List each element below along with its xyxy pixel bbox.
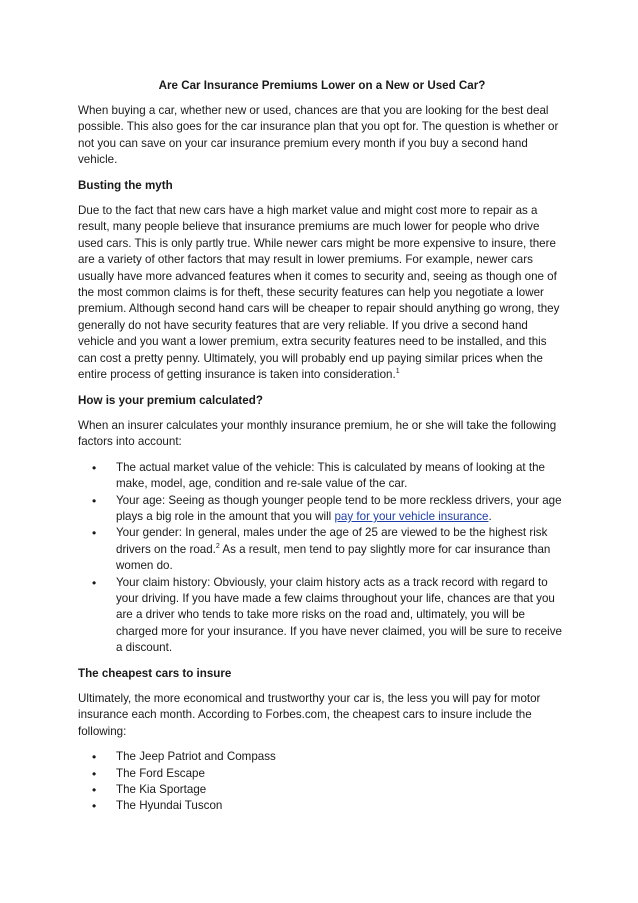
cheapest-cars-list bbox=[78, 749, 566, 815]
pay-for-vehicle-insurance-link[interactable]: pay for your vehicle insurance bbox=[334, 509, 489, 523]
cheapest-cars-intro-paragraph: Ultimately, the more economical and trustworthy your car is, the less you will pay for motor insurance each month. According to Forbes.com, the cheapest cars to insure include the following: bbox=[78, 692, 541, 738]
gender-text-before-footnote: Your gender: In general, males under the age of 25 are viewed to be the highest risk drivers on the road. bbox=[116, 526, 548, 556]
document-page bbox=[78, 78, 566, 824]
list-item-ford: • The Ford Escape bbox=[78, 766, 566, 782]
myth-paragraph-text: Due to the fact that new cars have a high market value and might cost more to repair as a result, many people believe that insurance premiums are much lower for people who drive used cars. This is only partly true. While newer cars might be more expensive to insure, there are a variety of other factors that may result in lower premiums. For example, newer cars usually have more advanced features when it comes to security and, seeing as though one of the most common claims is for theft, these security features can help you negotiate a lower premium. Although second hand cars will be cheaper to repair should anything go wrong, they generally do not have security features that are very reliable. If you drive a second hand vehicle and you want a lower premium, extra security features need to be installed, and this can cost a pretty penny. Ultimately, you will probably end up paying similar prices when the entire process of getting insurance is taken into consideration. bbox=[78, 204, 560, 382]
myth-paragraph bbox=[78, 203, 566, 383]
section-heading-cheapest-cars: The cheapest cars to insure bbox=[78, 666, 232, 680]
list-item-gender bbox=[78, 525, 566, 574]
gender-text-after-footnote: As a result, men tend to pay slightly more for car insurance than women do. bbox=[116, 542, 551, 573]
footnote-marker-1[interactable]: 1 bbox=[395, 368, 400, 376]
section-heading-premium-calculated: How is your premium calculated? bbox=[78, 393, 263, 407]
list-item-hyundai: • The Hyundai Tuscon bbox=[78, 798, 566, 814]
premium-intro-paragraph: When an insurer calculates your monthly insurance premium, he or she will take the following factors into account: bbox=[78, 418, 557, 449]
list-item-age bbox=[78, 493, 566, 526]
list-item-kia: • The Kia Sportage bbox=[78, 782, 566, 798]
document-title: Are Car Insurance Premiums Lower on a New or Used Car? bbox=[158, 79, 486, 92]
age-text-before-link: Your age: Seeing as though younger people tend to be more reckless drivers, your age plays a big role in the amount that you will bbox=[116, 493, 562, 523]
list-item-claim-history: • Your claim history: Obviously, your claim history acts as a track record with regard to your driving. If you have made a few claims throughout your life, chances are that you are a driver who tends to take more risks on the road and, ultimately, you will be charged more for your insurance. If you have never claimed, you will be sure to receive a discount. bbox=[78, 575, 566, 657]
list-item-jeep: • The Jeep Patriot and Compass bbox=[78, 749, 566, 765]
footnote-marker-2[interactable]: 2 bbox=[215, 542, 220, 550]
section-heading-busting-the-myth: Busting the myth bbox=[78, 178, 173, 192]
intro-paragraph: When buying a car, whether new or used, chances are that you are looking for the best deal possible. This also goes for the car insurance plan that you opt for. The question is whether or not you can save on your car insurance premium every month if you buy a second hand vehicle. bbox=[78, 104, 559, 167]
age-text-after-link: . bbox=[488, 509, 492, 523]
list-item-market-value: • The actual market value of the vehicle: This is calculated by means of looking at the make, model, age, condition and re-sale value of the car. bbox=[78, 460, 566, 493]
premium-factors-list bbox=[78, 460, 566, 657]
